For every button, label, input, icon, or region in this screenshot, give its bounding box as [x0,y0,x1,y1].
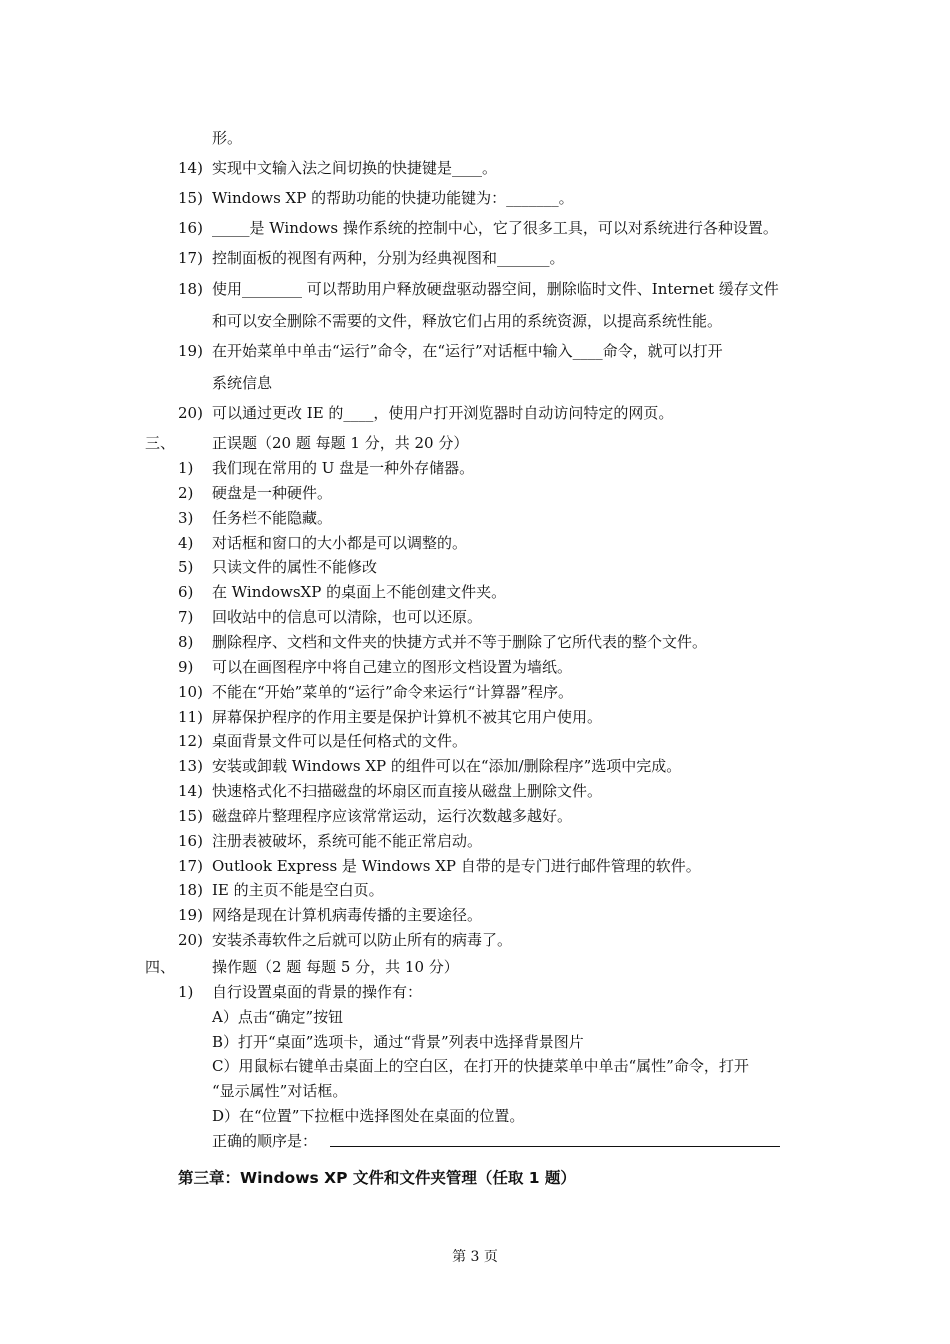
item-number: 17) [178,857,203,875]
item-number: 16) [178,832,203,850]
item-text: 在开始菜单中单击“运行”命令，在“运行”对话框中输入____命令，就可以打开 [212,342,723,360]
item-text: Windows XP 的帮助功能的快捷功能键为：_______。 [212,189,574,207]
item-number: 19) [178,906,203,924]
item-text: IE 的主页不能是空白页。 [212,881,384,899]
answer-label: 正确的顺序是： [212,1132,318,1150]
item-text: 快速格式化不扫描磁盘的坏扇区而直接从磁盘上删除文件。 [212,782,603,800]
option-a: A）点击“确定”按钮 [212,1008,344,1026]
section-number: 四、 [145,958,176,976]
item-text: 安装杀毒软件之后就可以防止所有的病毒了。 [212,931,513,949]
item-text: 注册表被破坏，系统可能不能正常启动。 [212,832,483,850]
item-number: 3) [178,509,194,527]
section-title: 操作题（2 题 每题 5 分，共 10 分） [212,958,459,976]
item-text: Outlook Express 是 Windows XP 自带的是专门进行邮件管理的软件。 [212,857,701,875]
option-c: C）用鼠标右键单击桌面上的空白区，在打开的快捷菜单中单击“属性”命令，打开 [212,1057,749,1075]
chapter-heading: 第三章：Windows XP 文件和文件夹管理（任取 1 题） [178,1169,576,1187]
item-text: 磁盘碎片整理程序应该常常运动，运行次数越多越好。 [212,807,573,825]
item-number: 15) [178,807,203,825]
item-number: 2) [178,484,194,502]
item-text: 安装或卸载 Windows XP 的组件可以在“添加/删除程序”选项中完成。 [212,757,682,775]
page-number: 第 3 页 [452,1249,498,1265]
item-text: 可以在画图程序中将自己建立的图形文档设置为墙纸。 [212,658,573,676]
item-text: 实现中文输入法之间切换的快捷键是____。 [212,159,498,177]
item-text: 硬盘是一种硬件。 [212,484,333,502]
item-text: 我们现在常用的 U 盘是一种外存储器。 [212,459,475,477]
item-text: 屏幕保护程序的作用主要是保护计算机不被其它用户使用。 [212,708,603,726]
item-number: 14) [178,159,203,177]
item-text: _____是 Windows 操作系统的控制中心，它了很多工具，可以对系统进行各种设置。 [212,219,778,237]
item-number: 16) [178,219,203,237]
item-text: 使用________ 可以帮助用户释放硬盘驱动器空间，删除临时文件、Internet 缓存文件 [212,280,779,298]
item-number: 19) [178,342,203,360]
item-number: 11) [178,708,203,726]
item-number: 1) [178,459,194,477]
item-number: 7) [178,608,194,626]
option-b: B）打开“桌面”选项卡，通过“背景”列表中选择背景图片 [212,1033,584,1051]
item-text: 桌面背景文件可以是任何格式的文件。 [212,732,468,750]
continuation-line: 形。 [212,129,243,147]
item-text-continued: 和可以安全删除不需要的文件，释放它们占用的系统资源，以提高系统性能。 [212,312,723,330]
answer-blank [330,1146,780,1147]
item-number: 1) [178,983,194,1001]
item-number: 12) [178,732,203,750]
item-number: 15) [178,189,203,207]
item-text: 可以通过更改 IE 的____，使用户打开浏览器时自动访问特定的网页。 [212,404,674,422]
item-number: 14) [178,782,203,800]
item-text: 对话框和窗口的大小都是可以调整的。 [212,534,468,552]
item-number: 18) [178,881,203,899]
item-text: 不能在“开始”菜单的“运行”命令来运行“计算器”程序。 [212,683,574,701]
item-text-continued: 系统信息 [212,374,273,392]
item-text: 自行设置桌面的背景的操作有： [212,983,423,1001]
item-number: 8) [178,633,194,651]
item-number: 18) [178,280,203,298]
item-number: 9) [178,658,194,676]
item-number: 20) [178,404,203,422]
item-text: 在 WindowsXP 的桌面上不能创建文件夹。 [212,583,507,601]
option-d: D）在“位置”下拉框中选择图处在桌面的位置。 [212,1107,525,1125]
item-text: 控制面板的视图有两种，分别为经典视图和_______。 [212,249,565,267]
item-text: 删除程序、文档和文件夹的快捷方式并不等于删除了它所代表的整个文件。 [212,633,708,651]
item-text: 网络是现在计算机病毒传播的主要途径。 [212,906,483,924]
option-c-continued: “显示属性”对话框。 [212,1082,348,1100]
item-text: 回收站中的信息可以清除，也可以还原。 [212,608,483,626]
item-number: 20) [178,931,203,949]
item-number: 6) [178,583,194,601]
section-title: 正误题（20 题 每题 1 分，共 20 分） [212,434,469,452]
item-text: 只读文件的属性不能修改 [212,558,378,576]
item-text: 任务栏不能隐藏。 [212,509,333,527]
item-number: 10) [178,683,203,701]
item-number: 4) [178,534,194,552]
item-number: 5) [178,558,194,576]
section-number: 三、 [145,434,176,452]
item-number: 13) [178,757,203,775]
item-number: 17) [178,249,203,267]
